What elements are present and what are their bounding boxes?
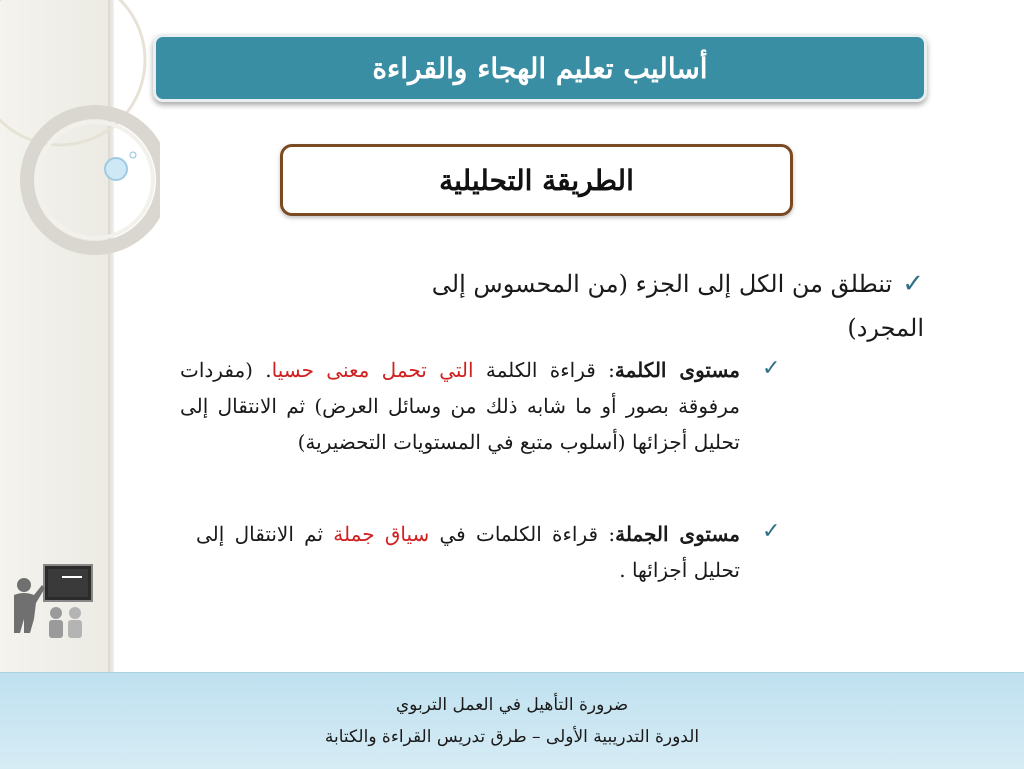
check-icon: ✓ (902, 269, 924, 299)
main-bullet-text: تنطلق من الكل إلى الجزء (من المحسوس إلى المجرد) (431, 270, 924, 342)
check-icon: ✓ (762, 356, 781, 381)
decorative-circles-icon (0, 0, 160, 300)
main-bullet (364, 262, 924, 350)
footer (0, 672, 1024, 769)
word-level-highlight: التي تحمل معنى حسيا (271, 358, 474, 382)
subtitle: الطريقة التحليلية (439, 163, 634, 197)
sentence-level-paragraph (196, 516, 740, 588)
teacher-icon (6, 563, 96, 643)
word-level-paragraph (180, 352, 740, 460)
sentence-level-label: مستوى الجملة (615, 522, 741, 546)
footer-line-2: الدورة التدريبية الأولى – طرق تدريس القراءة والكتابة (324, 727, 700, 747)
subtitle-box (280, 144, 793, 216)
page-title: أساليب تعليم الهجاء والقراءة (372, 51, 708, 85)
word-level-label: مستوى الكلمة (614, 358, 740, 382)
sentence-level-text-1: : قراءة الكلمات في (429, 522, 616, 546)
check-icon: ✓ (762, 519, 781, 544)
sentence-level-text-2: ثم الانتقال إلى تحليل أجزائها . (196, 522, 740, 582)
title-banner (153, 34, 927, 102)
word-level-text-2: . (مفردات مرفوقة بصور أو ما شابه ذلك من وسائل العرض) ثم الانتقال إلى تحليل أجزائها (أسلوب متبع في المستويات التحضيرية) (180, 358, 740, 454)
sentence-level-highlight: سياق جملة (333, 522, 430, 546)
footer-line-1: ضرورة التأهيل في العمل التربوي (395, 695, 629, 715)
word-level-text-1: : قراءة الكلمة (473, 358, 615, 382)
